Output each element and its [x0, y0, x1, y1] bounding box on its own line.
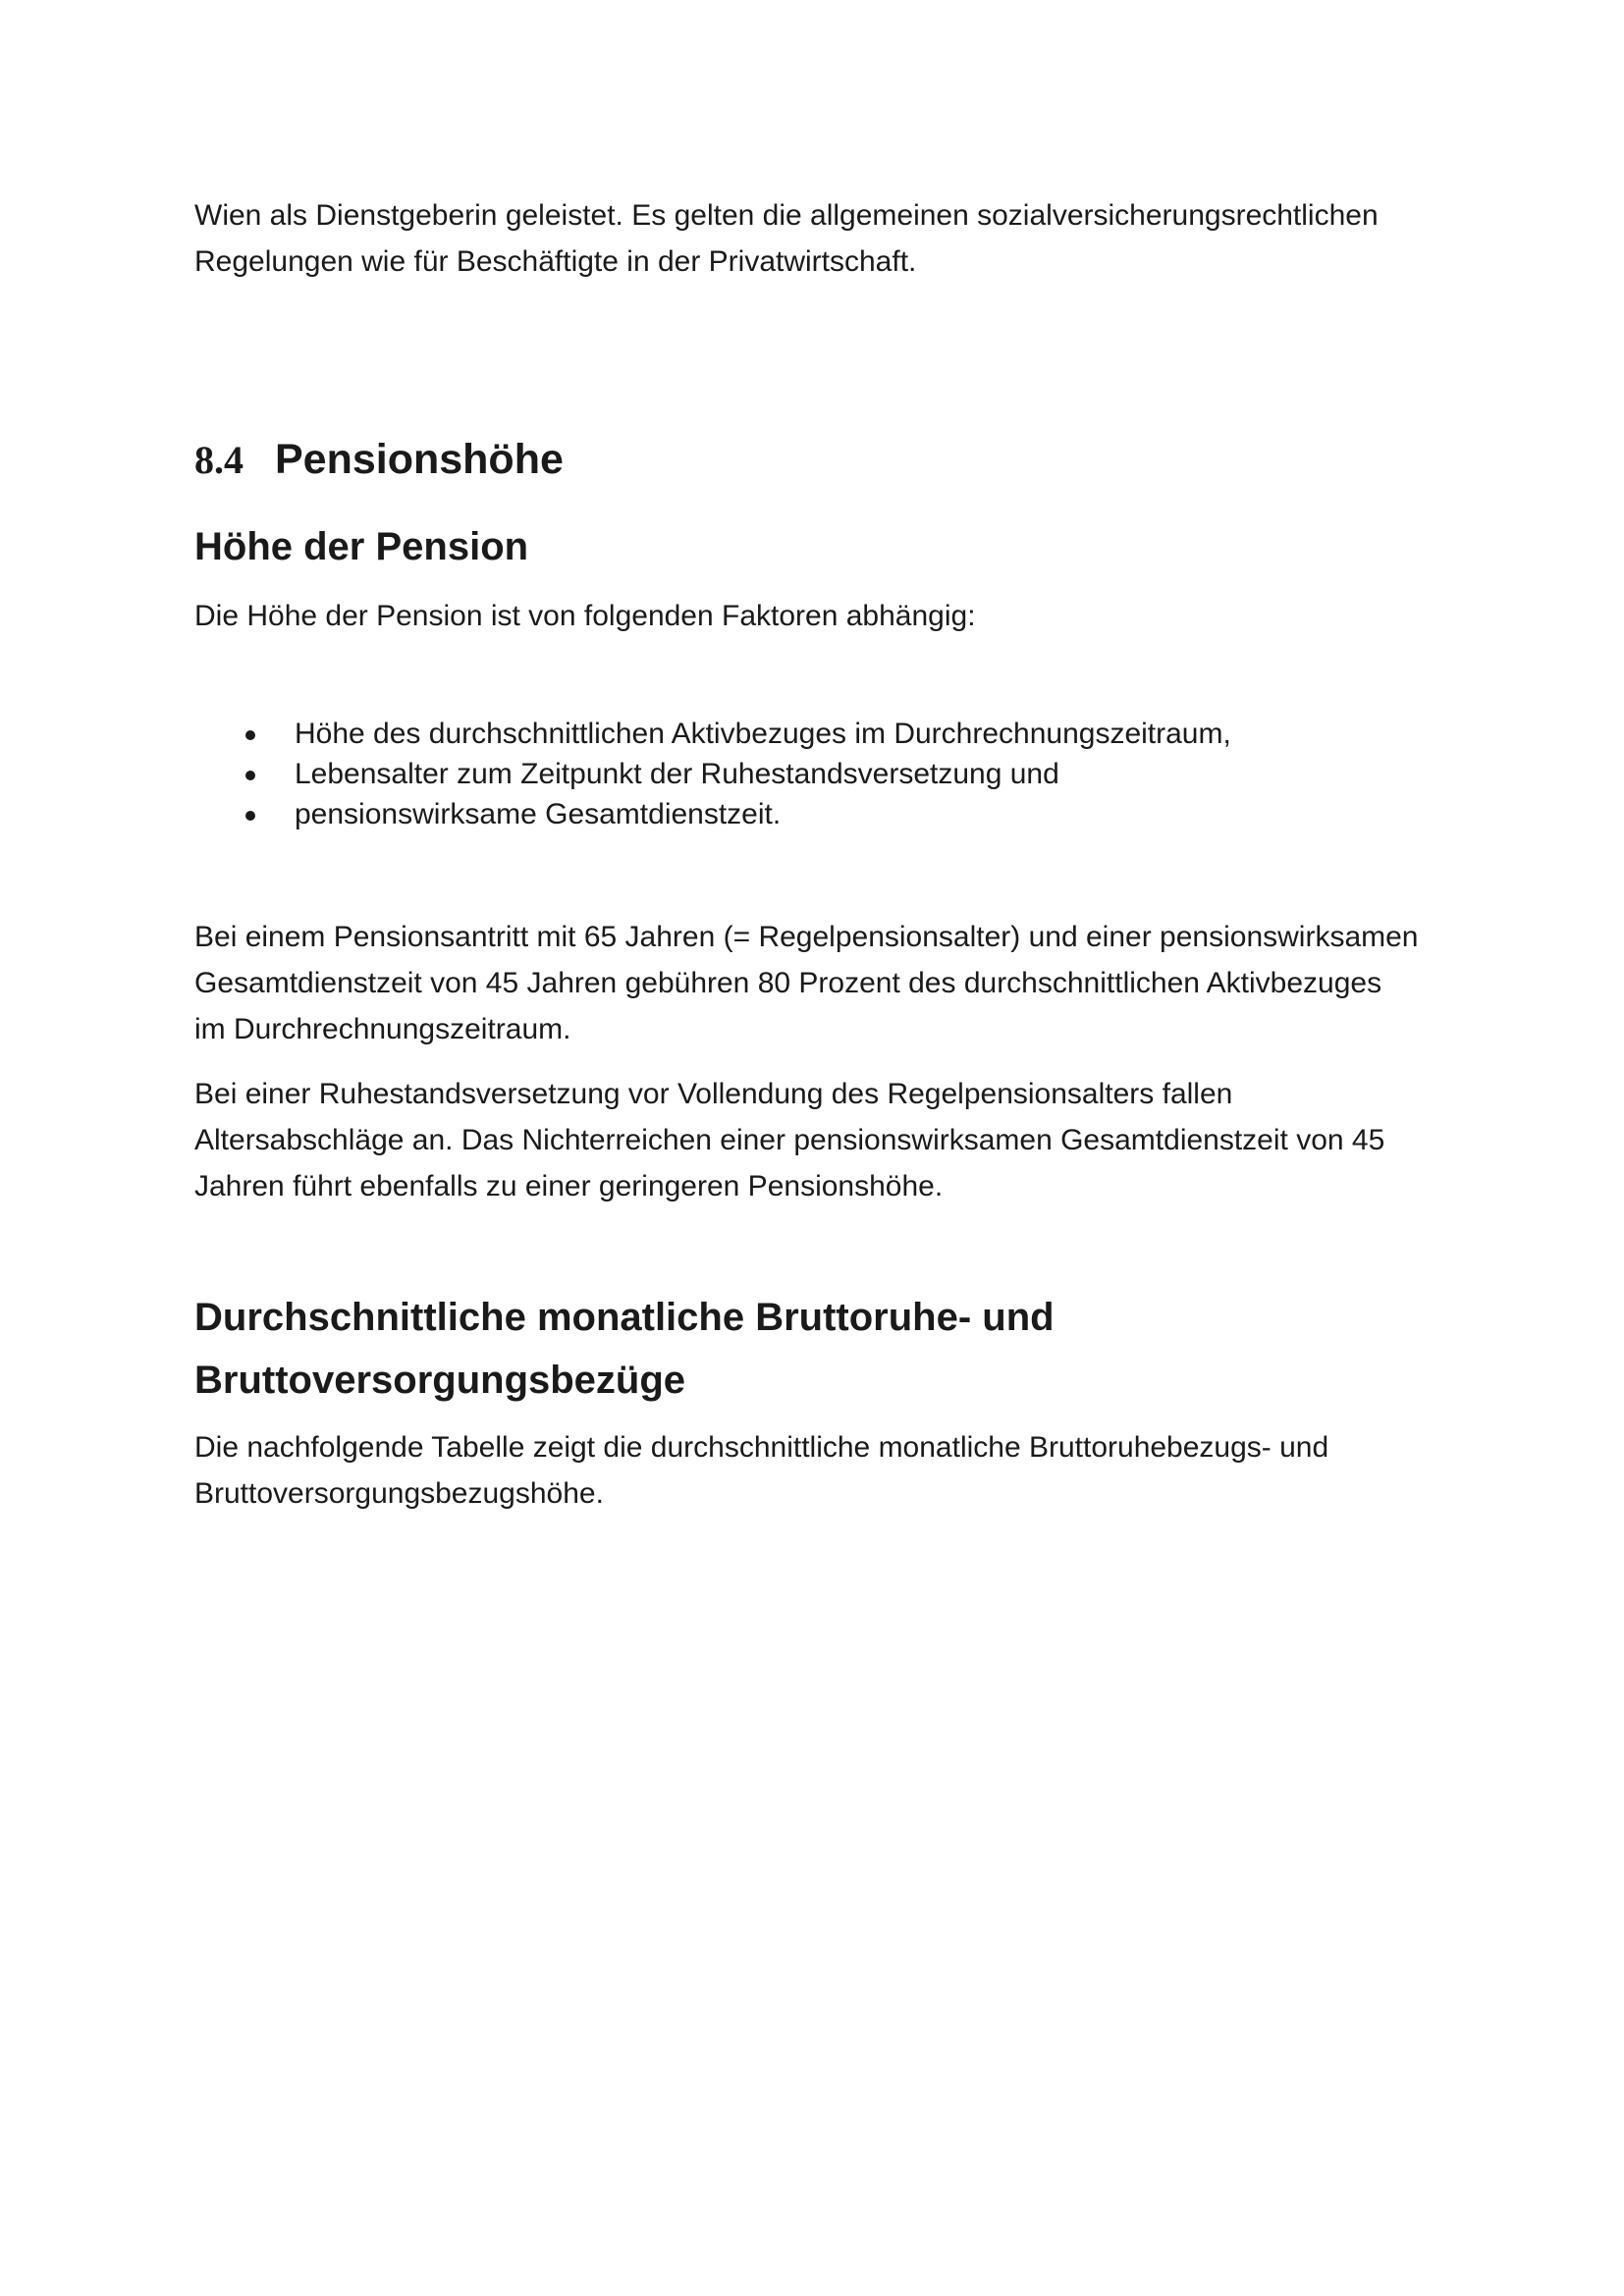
pensionsantritt-paragraph: [194, 914, 1461, 1052]
ruhestand-paragraph: [194, 1071, 1441, 1209]
list-item-text: pensionswirksame Gesamtdienstzeit.: [295, 798, 782, 830]
bullet-icon: [245, 771, 255, 780]
subheading-line-2: Bruttoversorgungsbezüge: [194, 1359, 686, 1402]
list-item-text: Lebensalter zum Zeitpunkt der Ruhestandsversetzung und: [295, 758, 1059, 790]
intro-paragraph: [194, 192, 1441, 285]
section-number: 8.4: [194, 438, 244, 482]
ruhestand-line-1: Bei einer Ruhestandsversetzung vor Vollendung des Regelpensionsalters fallen: [194, 1078, 1233, 1110]
pensionsantritt-line-2: Gesamtdienstzeit von 45 Jahren gebühren 80 Prozent des durchschnittlichen Aktivbezuges: [194, 967, 1382, 999]
bullet-icon: [245, 730, 255, 740]
ruhestand-line-2: Altersabschläge an. Das Nichterreichen einer pensionswirksamen Gesamtdienstzeit von 45: [194, 1124, 1385, 1156]
factors-bullet-list: [194, 714, 1231, 834]
section-heading: [194, 432, 564, 488]
subheading-durchschnittliche-bezuege: [194, 1286, 1274, 1412]
subheading-hoehe-der-pension: Höhe der Pension: [194, 525, 529, 568]
bullet-icon: [245, 811, 255, 821]
ruhestand-line-3: Jahren führt ebenfalls zu einer geringeren Pensionshöhe.: [194, 1170, 944, 1202]
list-item: [194, 794, 1231, 834]
pensionsantritt-line-3: im Durchrechnungszeitraum.: [194, 1013, 571, 1045]
list-item-text: Höhe des durchschnittlichen Aktivbezuges im Durchrechnungszeitraum,: [295, 718, 1231, 750]
list-item: [194, 714, 1231, 754]
tabelle-line-1: Die nachfolgende Tabelle zeigt die durchschnittliche monatliche Bruttoruhebezugs- und: [194, 1431, 1329, 1464]
intro-line-2: Regelungen wie für Beschäftigte in der Privatwirtschaft.: [194, 245, 917, 278]
tabelle-line-2: Bruttoversorgungsbezugshöhe.: [194, 1477, 604, 1510]
subheading-line-1: Durchschnittliche monatliche Bruttoruhe- und: [194, 1296, 1055, 1339]
section-title: Pensionshöhe: [275, 436, 564, 483]
factors-intro-paragraph: Die Höhe der Pension ist von folgenden Faktoren abhängig:: [194, 600, 976, 632]
list-item: [194, 754, 1231, 794]
intro-line-1: Wien als Dienstgeberin geleistet. Es gelten die allgemeinen sozialversicherungsrechtlichen: [194, 199, 1379, 232]
tabelle-intro-paragraph: [194, 1424, 1441, 1517]
pensionsantritt-line-1: Bei einem Pensionsantritt mit 65 Jahren (= Regelpensionsalter) und einer pensionswirksamen: [194, 921, 1419, 953]
